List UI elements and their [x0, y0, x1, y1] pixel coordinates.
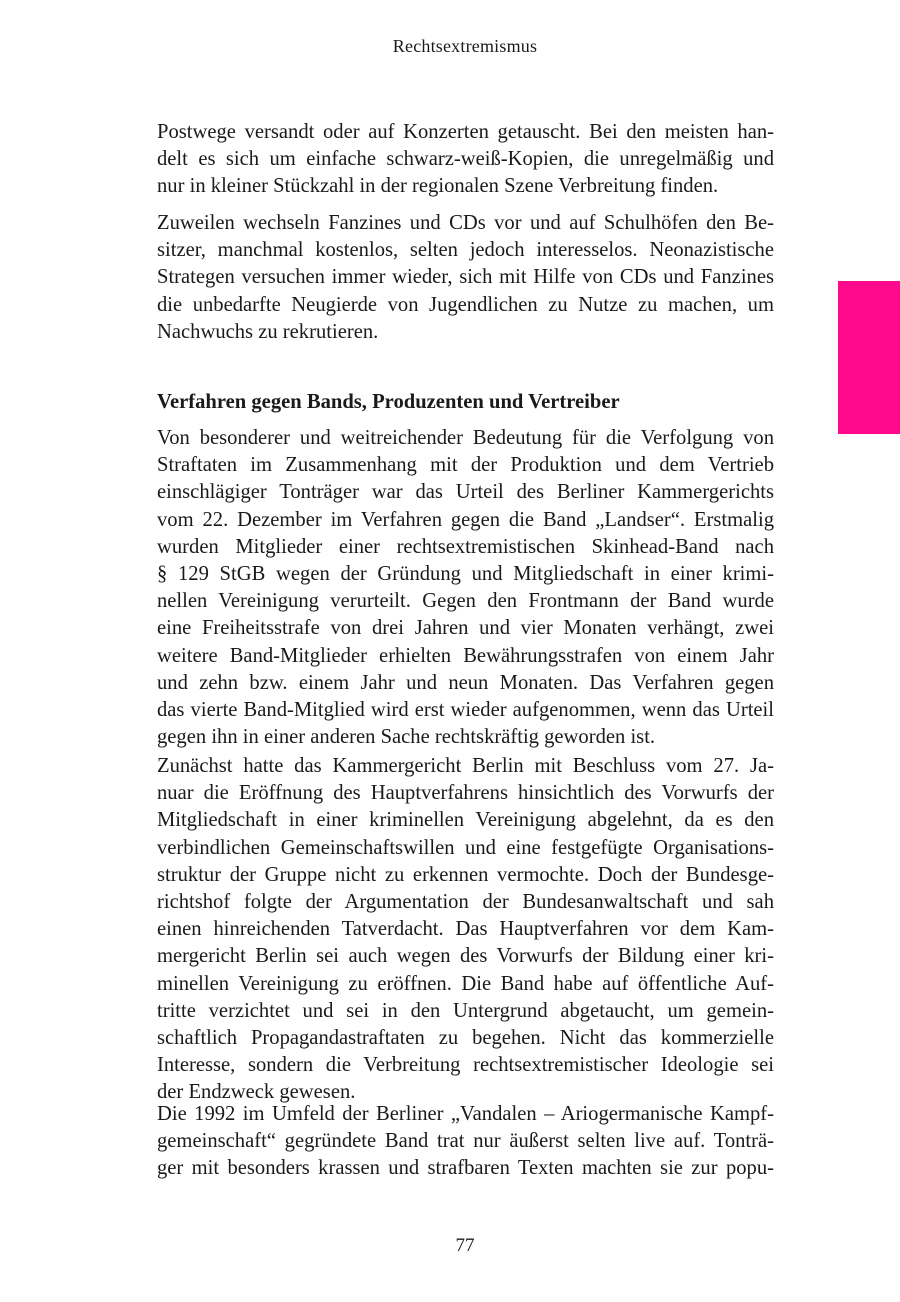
text-line: struktur der Gruppe nicht zu erkennen vermochte. Doch der Bundesge- — [157, 863, 774, 886]
text-line: nur in kleiner Stückzahl in der regionalen Szene Verbreitung finden. — [157, 175, 719, 198]
paragraph-3 — [157, 425, 774, 751]
text-line: schaftlich Propagandastraftaten zu begehen. Nicht das kommerzielle — [157, 1027, 774, 1050]
text-line: minellen Vereinigung zu eröffnen. Die Band habe auf öffentliche Auf- — [157, 972, 774, 995]
text-line: einen hinreichenden Tatverdacht. Das Hauptverfahren vor dem Kam- — [157, 918, 774, 941]
text-line: das vierte Band-Mitglied wird erst wieder aufgenommen, wenn das Urteil — [157, 699, 774, 722]
paragraph-1 — [157, 119, 774, 201]
text-line: nuar die Eröffnung des Hauptverfahrens hinsichtlich des Vorwurfs der — [157, 782, 774, 805]
text-line: vom 22. Dezember im Verfahren gegen die Band „Landser“. Erstmalig — [157, 508, 774, 531]
text-line: Postwege versandt oder auf Konzerten getauscht. Bei den meisten han- — [157, 121, 774, 143]
running-head: Rechtsextremismus — [392, 36, 538, 56]
page-number: 77 — [455, 1235, 475, 1256]
text-line: nellen Vereinigung verurteilt. Gegen den Frontmann der Band wurde — [157, 590, 774, 613]
text-line: und zehn bzw. einem Jahr und neun Monaten. Das Verfahren gegen — [157, 671, 774, 694]
text-line: richtshof folgte der Argumentation der Bundesanwaltschaft und sah — [157, 891, 774, 914]
text-line: gemeinschaft“ gegründete Band trat nur äußerst selten live auf. Tonträ- — [157, 1130, 774, 1153]
paragraph-2 — [157, 210, 774, 346]
text-line: weitere Band-Mitglieder erhielten Bewährungsstrafen von einem Jahr — [157, 644, 774, 667]
text-line: § 129 StGB wegen der Gründung und Mitgliedschaft in einer krimi- — [157, 563, 774, 586]
text-line: gegen ihn in einer anderen Sache rechtskräftig geworden ist. — [157, 726, 656, 749]
text-line: ger mit besonders krassen und strafbaren Texten machten sie zur popu- — [157, 1157, 774, 1180]
text-line: wurden Mitglieder einer rechtsextremistischen Skinhead-Band nach — [157, 535, 774, 558]
text-line: Zuweilen wechseln Fanzines und CDs vor und auf Schulhöfen den Be- — [157, 212, 774, 234]
paragraph-4 — [157, 753, 774, 1107]
text-line: der Endzweck gewesen. — [157, 1081, 356, 1104]
section-heading: Verfahren gegen Bands, Produzenten und Vertreiber — [157, 391, 620, 413]
text-line: delt es sich um einfache schwarz-weiß-Kopien, die unregelmäßig und — [157, 148, 774, 171]
text-line: verbindlichen Gemeinschaftswillen und eine festgefügte Organisations- — [157, 836, 774, 859]
text-line: Die 1992 im Umfeld der Berliner „Vandalen – Ariogermanische Kampf- — [157, 1103, 774, 1125]
text-line: eine Freiheitsstrafe von drei Jahren und vier Monaten verhängt, zwei — [157, 617, 774, 640]
text-line: Strategen versuchen immer wieder, sich mit Hilfe von CDs und Fanzines — [157, 266, 774, 289]
text-line: die unbedarfte Neugierde von Jugendlichen zu Nutze zu machen, um — [157, 293, 774, 316]
text-line: einschlägiger Tonträger war das Urteil des Berliner Kammergerichts — [157, 481, 774, 504]
text-line: Interesse, sondern die Verbreitung rechtsextremistischer Ideologie sei — [157, 1054, 774, 1077]
text-line: mergericht Berlin sei auch wegen des Vorwurfs der Bildung einer kri- — [157, 945, 774, 968]
text-line: Mitgliedschaft in einer kriminellen Vereinigung abgelehnt, da es den — [157, 809, 774, 832]
text-line: Straftaten im Zusammenhang mit der Produktion und dem Vertrieb — [157, 454, 774, 477]
text-line: Nachwuchs zu rekrutieren. — [157, 320, 379, 343]
text-line: sitzer, manchmal kostenlos, selten jedoch interesselos. Neonazistische — [157, 239, 774, 262]
text-line: Von besonderer und weitreichender Bedeutung für die Verfolgung von — [157, 427, 774, 449]
text-line: tritte verzichtet und sei in den Untergrund abgetaucht, um gemein- — [157, 999, 774, 1022]
text-line: Zunächst hatte das Kammergericht Berlin mit Beschluss vom 27. Ja- — [157, 755, 774, 777]
section-tab-marker — [838, 281, 900, 434]
paragraph-5 — [157, 1101, 774, 1183]
